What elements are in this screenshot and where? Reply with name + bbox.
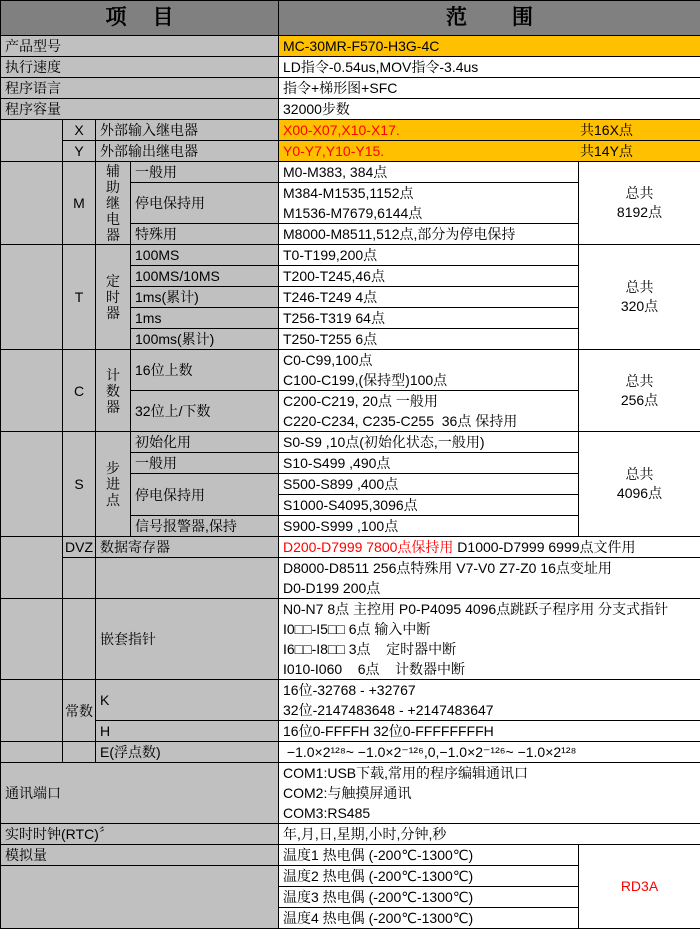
m-total-line2: 8192点 [579,203,700,222]
input-relay-label: 外部输入继电器 [96,120,279,141]
t-total-line2: 320点 [579,297,700,316]
m-total-cell [579,162,700,245]
code-c: C [63,350,96,432]
analog-label: 模拟量 [1,845,279,866]
product-model-value: MC-30MR-F570-H3G-4C [279,36,700,57]
m-special-range: M8000-M8511,512点,部分为停电保持 [279,224,579,245]
s-range: S10-S499 ,490点 [279,453,579,474]
output-relay-range: Y0-Y7,Y10-Y15. [283,141,580,161]
data-register-latched: D200-D7999 7800点保持用 [283,539,453,555]
t-range: T246-T249 4点 [279,287,579,308]
analog-module-cell: RD3A [579,845,700,929]
comm-ports-label: 通讯端口 [1,763,279,824]
row-label: 执行速度 [1,57,279,78]
analog-temp-value: 温度1 热电偶 (-200℃-1300℃) [279,845,579,866]
m-latched-range: M384-M1535,1152点 M1536-M7679,6144点 [279,183,579,224]
code-t: T [63,245,96,350]
constant-e-label: E(浮点数) [96,742,279,763]
input-relay-range: X00-X07,X10-X17. [283,120,580,140]
constant-e-range: −1.0×2¹²⁸~ −1.0×2⁻¹²⁶,0,−1.0×2⁻¹²⁶~ −1.0×2¹²⁸ [279,742,700,763]
row-constant-e [1,742,700,763]
code-y: Y [63,141,96,162]
spacer-cell [1,162,63,245]
s-total-line2: 4096点 [579,484,700,503]
c-total-line1: 总共 [579,372,700,391]
spacer-cell [1,350,63,432]
s-type-label: 信号报警器,保持 [131,516,279,537]
header-item-label: 项目 [106,6,200,29]
row-data-register2 [1,558,700,599]
input-relay-range-cell [279,120,700,141]
s-type-label: 一般用 [131,453,279,474]
row-label: 程序容量 [1,99,279,120]
t-type-label: 1ms(累计) [131,287,279,308]
s-total-line1: 总共 [579,465,700,484]
t-range: T256-T319 64点 [279,308,579,329]
t-total-cell [579,245,700,350]
t-range: T250-T255 6点 [279,329,579,350]
row-constant-k [1,680,700,721]
row-constant-h [1,721,700,742]
spacer-cell [63,599,96,680]
output-relay-label: 外部输出继电器 [96,141,279,162]
c-32bit-range: C200-C219, 20点 一般用 C220-C234, C235-C255 36点 保持用 [279,391,579,432]
data-register-label: 数据寄存器 [96,537,279,558]
row-analog-temp1 [1,845,700,866]
header-range-label: 范围 [446,6,578,29]
s-total-cell [579,432,700,537]
c-type-label: 16位上数 [131,350,279,391]
output-relay-range-cell [279,141,700,162]
s-type-label: 初始化用 [131,432,279,453]
rtc-value: 年,月,日,星期,小时,分钟,秒 [279,824,700,845]
constant-h-range: 16位0-FFFFH 32位0-FFFFFFFFH [279,721,700,742]
m-type-label: 停电保持用 [131,183,279,224]
m-total-line1: 总共 [579,184,700,203]
constant-label: 常数 [63,680,96,742]
exec-speed-value: LD指令-0.54us,MOV指令-3.4us [279,57,700,78]
header-item-cell [1,1,279,36]
s-range: S1000-S4095,3096点 [279,495,579,516]
row-program-language [1,78,700,99]
spacer-cell [1,680,63,742]
code-dvz: DVZ [63,537,96,558]
code-x: X [63,120,96,141]
data-register-range1 [279,537,700,558]
rtc-label: 实时时钟(RTC)〞 [1,824,279,845]
code-s: S [63,432,96,537]
spacer-cell [1,245,63,350]
spacer-cell [1,537,63,599]
c-section-name: 计数器 [96,350,131,432]
data-register-file: D1000-D7999 6999点文件用 [453,539,635,555]
row-comm-ports [1,763,700,824]
comm-ports-value: COM1:USB下载,常用的程序编辑通讯口 COM2:与触摸屏通讯 COM3:RS485 [279,763,700,824]
constant-k-range: 16位-32768 - +32767 32位-2147483648 - +2147483647 [279,680,700,721]
table-header-row [1,1,700,36]
analog-temp-value: 温度4 热电偶 (-200℃-1300℃) [279,908,579,929]
input-relay-total: 共16X点 [580,120,700,140]
c-type-label: 32位上/下数 [131,391,279,432]
m-type-label: 一般用 [131,162,279,183]
t-type-label: 100MS/10MS [131,266,279,287]
m-general-range: M0-M383, 384点 [279,162,579,183]
t-section-name: 定时器 [96,245,131,350]
spacer-cell [96,558,279,599]
t-range: T200-T245,46点 [279,266,579,287]
nested-pointer-label: 嵌套指针 [96,599,279,680]
s-type-label: 停电保持用 [131,474,279,516]
row-exec-speed [1,57,700,78]
c-total-line2: 256点 [579,391,700,410]
header-range-cell [279,1,700,36]
nested-pointer-range: N0-N7 8点 主控用 P0-P4095 4096点跳跃子程序用 分支式指针 I0□□-I5□□ 6点 输入中断 I6□□-I8□□ 3点 定时器中断 I010-I060 6点 计数器中断 [279,599,700,680]
program-language-value: 指令+梯形图+SFC [279,78,700,99]
t-type-label: 100MS [131,245,279,266]
row-rtc [1,824,700,845]
row-nested-pointer [1,599,700,680]
s-range: S0-S9 ,10点(初始化状态,一般用) [279,432,579,453]
analog-temp-value: 温度3 热电偶 (-200℃-1300℃) [279,887,579,908]
s-range: S900-S999 ,100点 [279,516,579,537]
row-c-16bit [1,350,700,391]
spacer-cell [1,742,63,763]
row-program-capacity [1,99,700,120]
constant-k-label: K [96,680,279,721]
t-type-label: 1ms [131,308,279,329]
c-total-cell [579,350,700,432]
output-relay-total: 共14Y点 [580,141,700,161]
t-type-label: 100ms(累计) [131,329,279,350]
c-16bit-range: C0-C99,100点 C100-C199,(保持型)100点 [279,350,579,391]
spacer-cell [1,599,63,680]
spacer-cell [63,558,96,599]
t-range: T0-T199,200点 [279,245,579,266]
spacer-cell [1,120,63,162]
row-output-relay [1,141,700,162]
spacer-cell [63,742,96,763]
m-section-name: 辅助继电器 [96,162,131,245]
row-label: 程序语言 [1,78,279,99]
spacer-cell [1,432,63,537]
row-data-register1 [1,537,700,558]
s-section-name: 步进点 [96,432,131,537]
constant-h-label: H [96,721,279,742]
row-m-general [1,162,700,183]
s-range: S500-S899 ,400点 [279,474,579,495]
spacer-cell [1,866,279,929]
code-m: M [63,162,96,245]
row-product-model [1,36,700,57]
row-t-100ms [1,245,700,266]
program-capacity-value: 32000步数 [279,99,700,120]
row-input-relay [1,120,700,141]
data-register-range2: D8000-D8511 256点特殊用 V7-V0 Z7-Z0 16点变址用 D0-D199 200点 [279,558,700,599]
analog-temp-value: 温度2 热电偶 (-200℃-1300℃) [279,866,579,887]
row-label: 产品型号 [1,36,279,57]
m-type-label: 特殊用 [131,224,279,245]
t-total-line1: 总共 [579,278,700,297]
row-s-init [1,432,700,453]
